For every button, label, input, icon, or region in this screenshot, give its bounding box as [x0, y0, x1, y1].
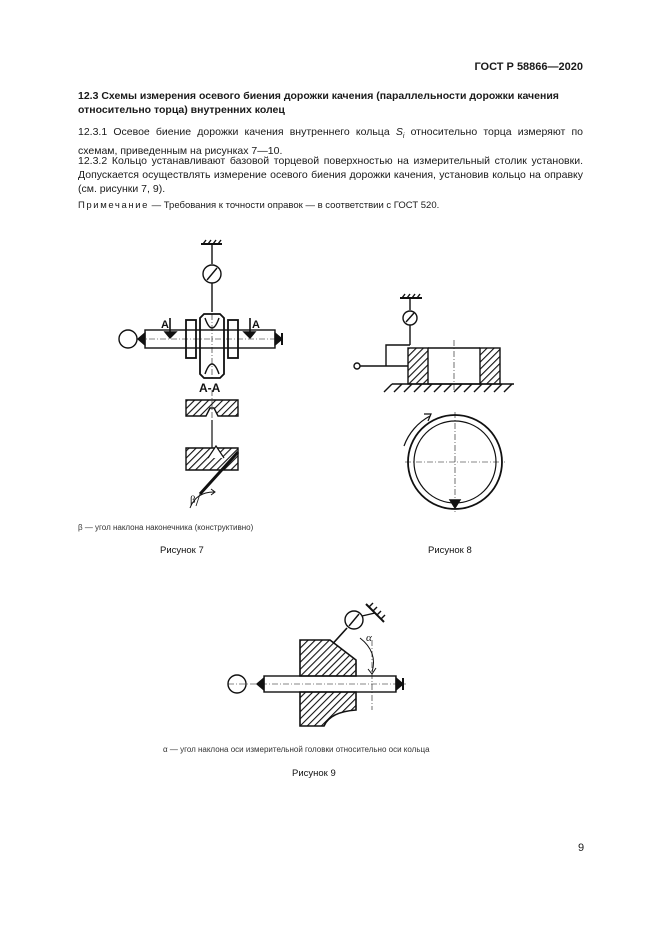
fig7-caption: Рисунок 7	[160, 545, 204, 556]
page-number: 9	[578, 842, 585, 854]
figure-7-drawing	[119, 240, 282, 508]
note-text: — Требования к точности оправок — в соответствии с ГОСТ 520.	[149, 200, 440, 211]
figure-8-drawing	[354, 294, 514, 512]
fig9-caption: Рисунок 9	[292, 768, 336, 779]
fig9-legend: α — угол наклона оси измерительной головки относительно оси кольца	[163, 745, 430, 754]
note-label: Примечание	[78, 200, 149, 211]
label-beta: β	[190, 494, 196, 506]
label-a-right: A	[252, 319, 260, 331]
symbol-s: S	[395, 126, 403, 138]
fig8-caption: Рисунок 8	[428, 545, 472, 556]
label-section-aa: A-A	[199, 381, 221, 395]
fig7-legend: β — угол наклона наконечника (конструктивно)	[78, 523, 254, 532]
figure-9-drawing	[228, 603, 406, 726]
ground-symbol	[201, 240, 222, 264]
paragraph-12-3-2: 12.3.2 Кольцо устанавливают базовой торцевой поверхностью на измерительный столик установки. Допускается осуществлять измерение осевого биения дорожки качения, установив кольцо на оправку (см. рисунки 7, 9).	[78, 155, 583, 195]
label-alpha: α	[366, 632, 372, 644]
label-a-left: A	[161, 319, 169, 331]
symbol-subscript: i	[402, 133, 405, 141]
section-heading: 12.3 Схемы измерения осевого биения дорожки качения (параллельности дорожки качения относительно торца) внутренних колец	[78, 90, 559, 116]
rotation-circle-icon	[119, 330, 137, 348]
p1-text-before: 12.3.1 Осевое биение дорожки качения внутреннего кольца	[78, 126, 396, 138]
document-code: ГОСТ Р 58866—2020	[474, 61, 583, 73]
p1-text-after: относительно торца измеряют по схемам, приведенным на рисунках 7—10.	[78, 126, 583, 158]
